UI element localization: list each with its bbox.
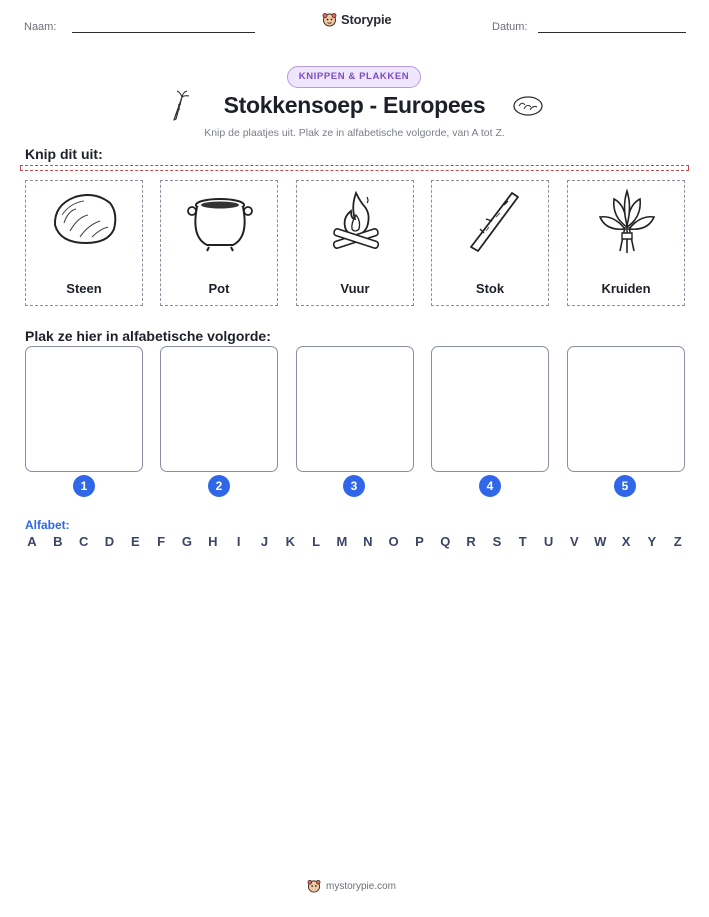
cut-card-steen[interactable]: [25, 180, 143, 306]
alphabet-letter: H: [208, 534, 218, 549]
alphabet-letter: F: [157, 534, 166, 549]
alphabet-letter: Q: [440, 534, 451, 549]
alphabet-letter: N: [363, 534, 373, 549]
date-line: [538, 32, 686, 33]
alphabet-letter: U: [543, 534, 554, 549]
alphabet-letter: V: [570, 534, 579, 549]
alphabet-letter: B: [53, 534, 63, 549]
alphabet-letter: Y: [647, 534, 657, 549]
alphabet-letter: E: [130, 534, 140, 549]
alphabet-letter: S: [492, 534, 502, 549]
cut-card-kruiden[interactable]: [567, 180, 685, 306]
alphabet-letter: X: [621, 534, 631, 549]
card-label: Kruiden: [601, 281, 651, 296]
paste-heading: Plak ze hier in alfabetische volgorde:: [25, 328, 271, 344]
slot-number-3: 3: [343, 475, 365, 497]
stone-icon: [50, 187, 120, 257]
alphabet-letter: D: [104, 534, 115, 549]
cut-heading: Knip dit uit:: [25, 146, 103, 162]
alphabet-letter: P: [415, 534, 424, 549]
slot-number-4: 4: [479, 475, 501, 497]
alphabet-letter: R: [466, 534, 476, 549]
name-line: [72, 32, 255, 33]
card-label: Pot: [208, 281, 230, 296]
cut-card-vuur[interactable]: [296, 180, 414, 306]
footer: [307, 879, 396, 893]
alphabet-letter: L: [312, 534, 321, 549]
alphabet-letter: T: [518, 534, 527, 549]
paste-slot-3[interactable]: [296, 346, 414, 472]
name-label: Naam:: [24, 21, 57, 33]
activity-badge: KNIPPEN & PLAKKEN: [287, 66, 421, 88]
fire-icon: [321, 187, 391, 257]
alphabet-letter: O: [388, 534, 399, 549]
slot-number-5: 5: [614, 475, 636, 497]
stick-icon: [456, 187, 526, 257]
brand-name: Storypie: [341, 12, 392, 27]
alphabet-letter: J: [260, 534, 269, 549]
paste-slot-2[interactable]: [160, 346, 278, 472]
instructions: Knip de plaatjes uit. Plak ze in alfabetische volgorde, van A tot Z.: [204, 127, 505, 139]
alphabet-letter: A: [27, 534, 37, 549]
date-label: Datum:: [492, 21, 528, 33]
pot-icon: [185, 187, 255, 257]
alphabet-letter: W: [594, 534, 607, 549]
alphabet-letter: G: [181, 534, 193, 549]
cut-card-pot[interactable]: [160, 180, 278, 306]
card-label: Vuur: [340, 281, 370, 296]
slot-number-2: 2: [208, 475, 230, 497]
alphabet-letter: M: [336, 534, 348, 549]
storypie-mascot-icon: [307, 879, 321, 893]
cut-line: [20, 165, 689, 171]
card-label: Steen: [66, 281, 102, 296]
storypie-mascot-icon: [322, 12, 337, 27]
paste-slot-4[interactable]: [431, 346, 549, 472]
alphabet-letter: I: [236, 534, 241, 549]
alphabet-label: Alfabet:: [25, 518, 70, 532]
slot-number-1: 1: [73, 475, 95, 497]
alphabet-row: [25, 534, 685, 549]
footer-url[interactable]: mystorypie.com: [326, 880, 397, 892]
cut-card-stok[interactable]: [431, 180, 549, 306]
paste-slot-1[interactable]: [25, 346, 143, 472]
alphabet-letter: C: [78, 534, 89, 549]
herbs-icon: [592, 187, 662, 257]
paste-slot-5[interactable]: [567, 346, 685, 472]
alphabet-letter: Z: [673, 534, 682, 549]
alphabet-letter: K: [285, 534, 295, 549]
card-label: Stok: [475, 281, 505, 296]
page-title: Stokkensoep - Europees: [223, 92, 486, 118]
bread-icon: [512, 95, 544, 117]
brand-logo: [322, 12, 391, 27]
